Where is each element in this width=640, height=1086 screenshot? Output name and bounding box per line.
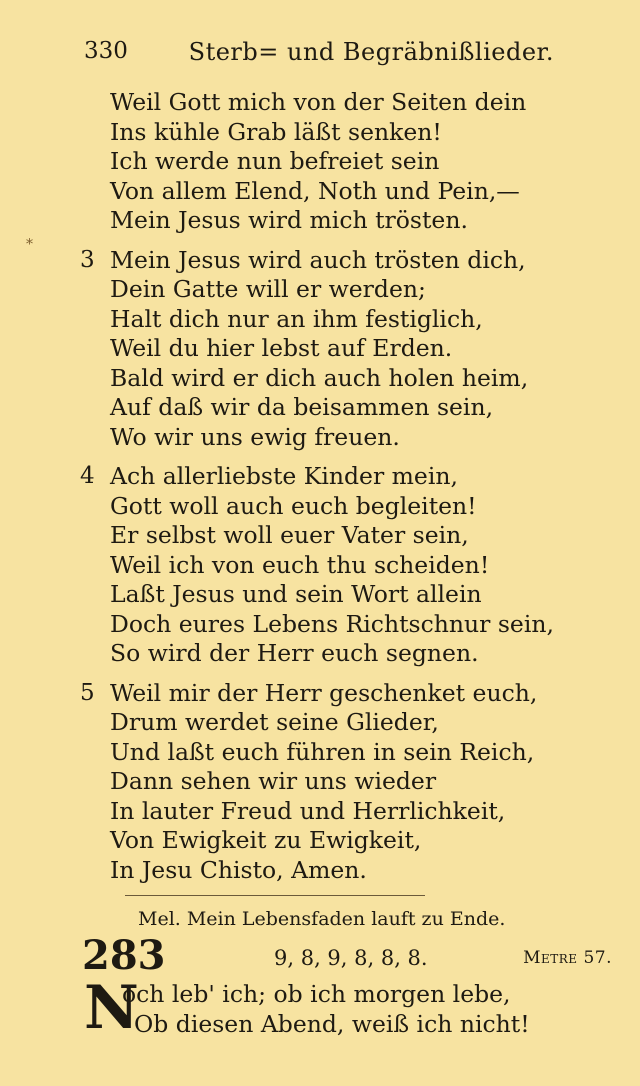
verse-line: So wird der Herr euch segnen. xyxy=(110,639,479,667)
verse-line: Mein Jesus wird mich trösten. xyxy=(110,206,468,234)
verse-line: Weil mir der Herr geschenket euch, xyxy=(110,678,538,707)
hymn-header xyxy=(82,932,612,978)
stanza-number: 4 xyxy=(80,463,95,489)
verse-line: Und laßt euch führen in sein Reich, xyxy=(110,737,535,766)
stanza xyxy=(80,462,580,669)
hymn-text xyxy=(80,88,580,895)
melody-line: Mel. Mein Lebensfaden lauft zu Ende. xyxy=(138,908,506,930)
stanza xyxy=(80,679,580,886)
verse-line: Er selbst woll euer Vater sein, xyxy=(110,521,469,549)
verse-line: Von Ewigkeit zu Ewigkeit, xyxy=(110,826,422,854)
verse-line: Mein Jesus wird auch trösten dich, xyxy=(110,245,526,274)
divider-rule xyxy=(125,895,425,896)
meter-pattern: 9, 8, 9, 8, 8, 8. xyxy=(274,946,428,970)
verse-line: Von allem Elend, Noth und Pein,— xyxy=(110,176,520,205)
page-number: 330 xyxy=(84,38,128,64)
verse-line: In Jesu Chisto, Amen. xyxy=(110,855,367,884)
verse-line: Weil ich von euch thu scheiden! xyxy=(110,550,490,579)
section-title: Sterb= und Begräbnißlieder. xyxy=(188,38,554,66)
stanza-number: 3 xyxy=(80,246,95,273)
verse-line: Ach allerliebste Kinder mein, xyxy=(110,462,458,490)
verse-line: Doch eures Lebens Richtschnur sein, xyxy=(110,609,554,638)
verse-line: Ins kühle Grab läßt senken! xyxy=(110,117,442,146)
verse-line: Weil Gott mich von der Seiten dein xyxy=(110,88,527,116)
hymn-number: 283 xyxy=(82,932,166,979)
verse-line: Weil du hier lebst auf Erden. xyxy=(110,334,453,362)
verse-line: Auf daß wir da beisammen sein, xyxy=(110,393,494,421)
verse-line: Drum werdet seine Glieder, xyxy=(110,708,439,736)
verse-line: Halt dich nur an ihm festiglich, xyxy=(110,304,483,333)
verse-line: In lauter Freud und Herrlichkeit, xyxy=(110,796,506,825)
verse-line: Dein Gatte will er werden; xyxy=(110,275,426,303)
verse-line: Dann sehen wir uns wieder xyxy=(110,767,437,795)
verse-line: Ich werde nun befreiet sein xyxy=(110,147,440,175)
stanza xyxy=(80,88,580,236)
stanza xyxy=(80,246,580,453)
verse-line: Ob diesen Abend, weiß ich nicht! xyxy=(134,1009,530,1038)
drop-cap: N xyxy=(84,973,139,1043)
meter-label: Metre 57. xyxy=(523,948,612,968)
stanza-number: 5 xyxy=(80,679,95,706)
verse-line: Wo wir uns ewig freuen. xyxy=(110,422,400,451)
verse-line: och leb' ich; ob ich morgen lebe, xyxy=(122,980,511,1008)
verse-line: Bald wird er dich auch holen heim, xyxy=(110,363,529,392)
hymn-opening xyxy=(84,973,584,1043)
verse-line: Gott woll auch euch begleiten! xyxy=(110,491,477,520)
verse-line: Laßt Jesus und sein Wort allein xyxy=(110,580,482,608)
ink-blot-mark: ⁎ xyxy=(26,232,33,248)
running-head xyxy=(84,38,554,72)
